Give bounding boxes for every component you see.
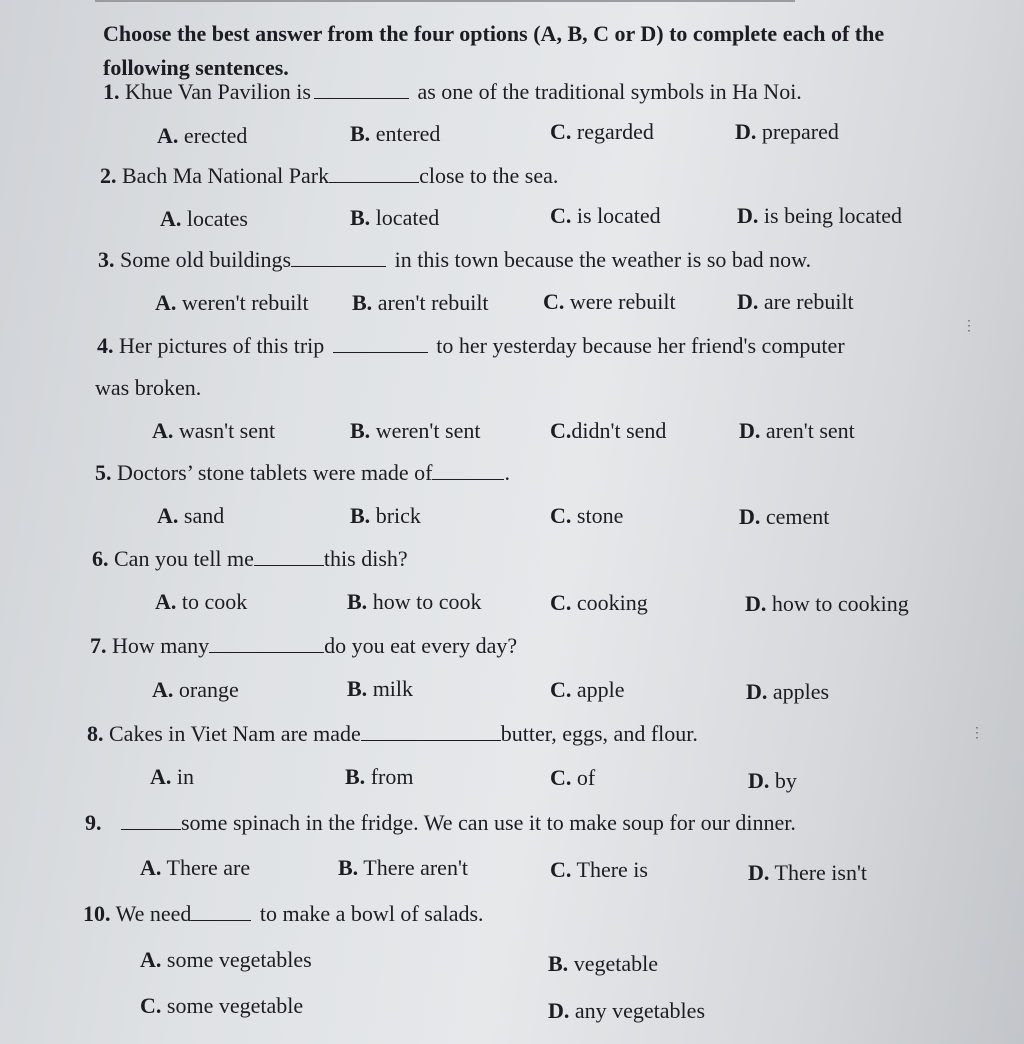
question-number: 1.	[103, 79, 120, 104]
option-2d: D. is being located	[737, 203, 902, 228]
option-10a: A. some vegetables	[140, 947, 312, 972]
option-10d: D. any vegetables	[548, 998, 705, 1023]
paper-mark: ⋮	[962, 319, 976, 334]
option-1c: C. regarded	[550, 119, 654, 144]
answer-blank	[291, 248, 386, 267]
option-2c: C. is located	[550, 203, 661, 228]
answer-blank	[121, 811, 181, 830]
option-9c: C. There is	[550, 857, 648, 882]
option-5c: C. stone	[550, 503, 624, 528]
option-4b: B. weren't sent	[350, 418, 481, 443]
question-8: 8. Cakes in Viet Nam are made butter, eggs, and flour.	[87, 721, 698, 746]
question-7: 7. How many do you eat every day?	[90, 633, 518, 658]
option-1a: A. erected	[157, 123, 248, 148]
question-3: 3. Some old buildings in this town because the weather is so bad now.	[98, 247, 812, 272]
option-3a: A. weren't rebuilt	[155, 290, 309, 315]
answer-blank	[329, 164, 419, 183]
option-7a: A. orange	[152, 677, 239, 702]
option-3c: C. were rebuilt	[543, 289, 676, 314]
option-6c: C. cooking	[550, 590, 648, 615]
option-5a: A. sand	[157, 503, 225, 528]
option-8b: B. from	[345, 764, 414, 789]
question-9: 9. some spinach in the fridge. We can use it to make soup for our dinner.	[85, 810, 796, 835]
question-1	[103, 79, 802, 105]
option-10b: B. vegetable	[548, 951, 658, 976]
question-4: 4. Her pictures of this trip to her yesterday because her friend's computer	[97, 333, 845, 358]
page-edge-line	[95, 0, 795, 2]
option-8a: A. in	[150, 764, 195, 789]
option-7d: D. apples	[746, 679, 830, 704]
option-8c: C. of	[550, 765, 596, 790]
question-text-after: as one of the traditional symbols in Ha Noi.	[417, 79, 802, 104]
option-9d: D. There isn't	[748, 860, 868, 885]
answer-blank	[333, 334, 428, 353]
option-6b: B. how to cook	[347, 589, 482, 614]
question-6: 6. Can you tell me this dish?	[92, 546, 408, 571]
question-4-continuation: was broken.	[95, 375, 202, 400]
option-2a: A. locates	[160, 206, 248, 231]
question-text-before: Khue Van Pavilion is	[125, 79, 311, 104]
instruction-heading: Choose the best answer from the four options (A, B, C or D) to complete each of the following sentences.	[103, 21, 885, 80]
option-7c: C. apple	[550, 677, 625, 702]
option-9b: B. There aren't	[338, 855, 469, 880]
option-4d: D. aren't sent	[739, 418, 855, 443]
option-9a: A. There are	[140, 855, 251, 880]
option-2b: B. located	[350, 205, 440, 230]
answer-blank	[254, 547, 324, 566]
answer-blank	[432, 461, 504, 480]
option-7b: B. milk	[347, 676, 414, 701]
paper-mark: ⋮	[970, 726, 984, 741]
option-6d: D. how to cooking	[745, 591, 909, 616]
option-5b: B. brick	[350, 503, 421, 528]
option-1d: D. prepared	[735, 119, 839, 144]
question-2: 2. Bach Ma National Park close to the sea.	[100, 163, 559, 188]
answer-blank	[361, 722, 501, 741]
option-10c: C. some vegetable	[140, 993, 304, 1018]
option-6a: A. to cook	[155, 589, 248, 614]
answer-blank	[191, 902, 251, 921]
option-1b: B. entered	[350, 121, 441, 146]
option-3b: B. aren't rebuilt	[352, 290, 489, 315]
option-3d: D. are rebuilt	[737, 289, 854, 314]
option-4a: A. wasn't sent	[152, 418, 276, 443]
option-5d: D. cement	[739, 504, 830, 529]
question-5: 5. Doctors’ stone tablets were made of .	[95, 460, 510, 485]
answer-blank	[209, 634, 324, 653]
answer-blank	[314, 80, 409, 99]
option-4c: C.didn't send	[550, 418, 667, 443]
question-10: 10. We need to make a bowl of salads.	[83, 901, 484, 926]
option-8d: D. by	[748, 768, 797, 793]
